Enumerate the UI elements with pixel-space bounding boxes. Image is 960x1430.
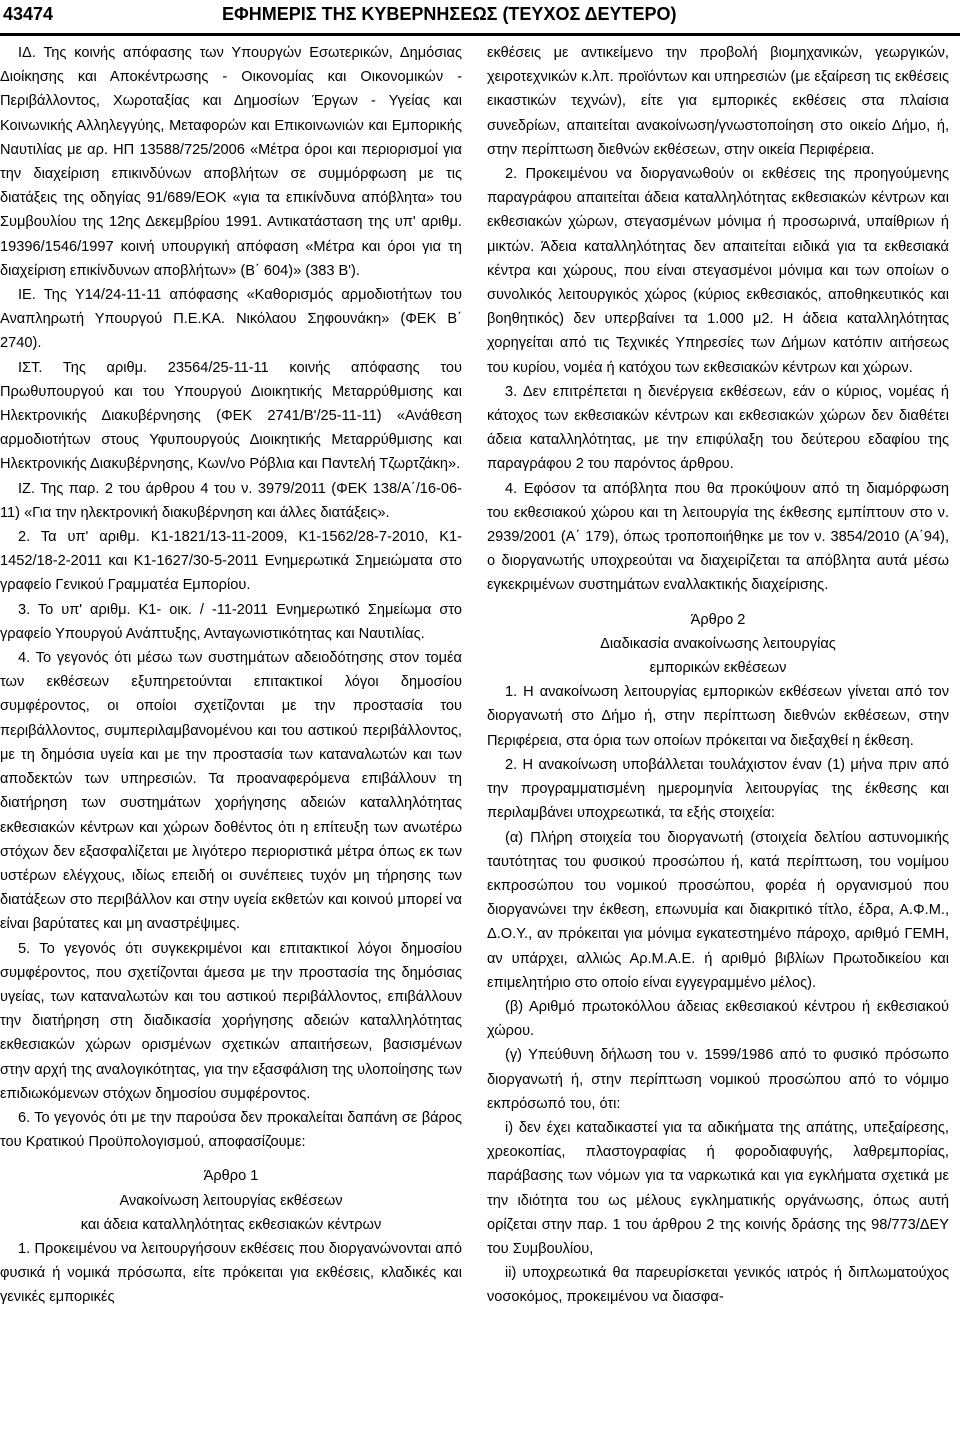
article-1-paragraph-4: 4. Εφόσον τα απόβλητα που θα προκύψουν από τη διαμόρφωση του εκθεσιακού χώρου και τη λειτουργία της έκθεσης εμπίπτουν στο ν. 2939/2001 (Α΄ 179), όπως τροποποιήθηκε με τον ν. 3854/2010 (Α΄94), ο διοργανωτής υποχρεούται να διαχειρίζεται τα απόβλητα αυτά μέσω εγκεκριμένων συστημάτων εναλλακτικής διαχείρισης. — [487, 480, 949, 594]
article-2-item-b: (β) Αριθμό πρωτοκόλλου άδειας εκθεσιακού κέντρου ή εκθεσιακού χώρου. — [487, 998, 949, 1040]
article-2-title: Άρθρο 2 — [690, 611, 746, 628]
page-number: 43474 — [3, 4, 54, 24]
article-2-item-c-i: i) δεν έχει καταδικαστεί για τα αδικήματα της απάτης, υπεξαίρεσης, χρεοκοπίας, πλαστογραφίας ή φοροδιαφυγής, λαθρεμπορίας, παράβασης των νόμων για τα ναρκωτικά και για εγκλήματα σχετικά με την ιδιότητα του ως μέλους εγκληματικής οργάνωσης, όπως αυτή ορίζεται στην παρ. 1 του άρθρου 2 της κοινής δράσης της 98/773/ΔΕΥ του Συμβουλίου, — [487, 1119, 949, 1257]
paragraph-item-4: 4. Το γεγονός ότι μέσω των συστημάτων αδειοδότησης στον τομέα των εκθέσεων εξυπηρετούνται επιτακτικοί λόγοι δημοσίου συμφέροντος, οι οποίοι σχετίζονται με την προστασία του περιβάλλοντος, συμπεριλαμβανομένου και του αστικού περιβάλλοντος, με τη δημόσια υγεία και με την προστασία των καταναλωτών και των αποδεκτών των υπηρεσιών. Τα προαναφερόμενα επιβάλλουν τη διατήρηση των συστημάτων χορήγησης αδειών καταλληλότητας εκθεσιακών κέντρων και χώρων δοθέντος ότι η επίτευξη των ανωτέρω στόχων δεν εξασφαλίζεται με λιγότερο περιοριστικά μέτρα όπως εκ των υστέρων ελέγχους, ιδίως επειδή οι συνέπειες τυχόν μη τήρησης των διατάξεων στο περιβάλλον και στην υγεία εκθετών και κοινού μπορεί να είναι βαρύτατες και μη αναστρέψιμες. — [0, 650, 462, 933]
article-1-heading-line-2: και άδεια καταλληλότητας εκθεσιακών κέντρων — [80, 1216, 382, 1233]
paragraph-preamble-iz: ΙΖ. Της παρ. 2 του άρθρου 4 του ν. 3979/2011 (ΦΕΚ 138/Α΄/16-06-11) «Για την ηλεκτρονική διακυβέρνηση και άλλες διατάξεις». — [0, 480, 462, 521]
article-1-heading-line-1: Ανακοίνωση λειτουργίας εκθέσεων — [119, 1192, 343, 1209]
article-2-paragraph-2: 2. Η ανακοίνωση υποβάλλεται τουλάχιστον έναν (1) μήνα πριν από την προγραμματισμένη ημερομηνία λειτουργίας της έκθεσης και περιλαμβάνει υποχρεωτικά, τα εξής στοιχεία: — [487, 756, 949, 822]
article-2-heading-line-2: εμπορικών εκθέσεων — [649, 660, 787, 677]
paragraph-item-5: 5. Το γεγονός ότι συγκεκριμένοι και επιτακτικοί λόγοι δημοσίου συμφέροντος, που σχετίζονται άμεσα με την προστασία της δημόσιας υγείας, των καταναλωτών και του αστικού περιβάλλοντος, επιβάλλουν την διατήρηση στη διαδικασία χορήγησης αδειών καταλληλότητας εκθεσιακών χώρων ορισμένων σχετικών απαιτήσεων, βασισμένων στην αρχή της αναλογικότητας, για την εξασφάλιση της υλοποίησης των επιδιωκόμενων στόχων δημοσίου συμφέροντος. — [0, 940, 462, 1102]
left-column — [0, 41, 462, 1427]
paragraph-item-3: 3. Το υπ' αριθμ. Κ1- οικ. / -11-2011 Ενημερωτικό Σημείωμα στο γραφείο Υπουργού Ανάπτυξης, Ανταγωνιστικότητας και Ναυτιλίας. — [0, 601, 462, 642]
paragraph-preamble-ist: ΙΣΤ. Της αριθμ. 23564/25-11-11 κοινής απόφασης του Πρωθυπουργού και του Υπουργού Διοικητικής Μεταρρύθμισης και Ηλεκτρονικής Διακυβέρνησης (ΦΕΚ 2741/Β'/25-11-11) «Ανάθεση αρμοδιοτήτων στους Υφυπουργούς Διοικητικής Μεταρρύθμισης και Ηλεκτρονικής Διακυβέρνησης, Κων/νο Ρόβλια και Παντελή Τζωρτζάκη». — [0, 359, 462, 473]
page-header — [0, 0, 960, 34]
article-1-paragraph-1-continued: εκθέσεις με αντικείμενο την προβολή βιομηχανικών, γεωργικών, χειροτεχνικών κ.λπ. προϊόντων και υπηρεσιών (με εξαίρεση τις εκθέσεις εικαστικών τεχνών), είτε για εμπορικές εκθέσεις στα πλαίσια συνεδρίων, απαιτείται ανακοίνωση/γνωστοποίηση στο οικείο Δήμο, ή, στην περίπτωση διεθνών εκθέσεων, στην οικεία Περιφέρεια. — [487, 45, 949, 158]
article-1-paragraph-2: 2. Προκειμένου να διοργανωθούν οι εκθέσεις της προηγούμενης παραγράφου απαιτείται άδεια καταλληλότητας εκθεσιακών κέντρων και εκθεσιακών χώρων, στεγασμένων μόνιμα ή προσωρινά, υπαίθριων ή μικτών. Άδεια καταλληλότητας δεν απαιτείται ειδικά για τα εκθεσιακά κέντρα και χώρους, που είναι στεγασμένοι μόνιμα και των οποίων ο συνολικός λειτουργικός χώρος (κύριος εκθεσιακός, αποθηκευτικός και βοηθητικός) δεν υπερβαίνει τα 1.000 μ2. Η άδεια καταλληλότητας χορηγείται από τις Τεχνικές Υπηρεσίες των Δήμων κατόπιν αιτήσεως του κυρίου, νομέα ή κατόχου των εκθεσιακών κέντρων και χώρων. — [487, 166, 949, 376]
article-1-title: Άρθρο 1 — [203, 1168, 259, 1185]
header-rule — [0, 33, 960, 36]
gazette-title: ΕΦΗΜΕΡΙΣ ΤΗΣ ΚΥΒΕΡΝΗΣΕΩΣ (ΤΕΥΧΟΣ ΔΕΥΤΕΡΟ) — [222, 4, 677, 24]
article-2-paragraph-1: 1. Η ανακοίνωση λειτουργίας εμπορικών εκθέσεων γίνεται από τον διοργανωτή στο Δήμο ή, στην περίπτωση διεθνών εκθέσεων, στην Περιφέρεια, στα όρια των οποίων πρόκειται να διεξαχθεί η έκθεση. — [487, 684, 949, 749]
paragraph-preamble-ie: ΙΕ. Της Υ14/24-11-11 απόφασης «Καθορισμός αρμοδιοτήτων του Αναπληρωτή Υπουργού Π.Ε.ΚΑ. Νικόλαου Σηφουνάκη» (ΦΕΚ Β΄ 2740). — [0, 287, 462, 352]
paragraph-item-2: 2. Τα υπ' αριθμ. Κ1-1821/13-11-2009, Κ1-1562/28-7-2010, Κ1- 1452/18-2-2011 και Κ1-1627/30-5-2011 Ενημερωτικά Σημειώματα στο γραφείο Γενικού Γραμματέα Εμπορίου. — [0, 529, 462, 594]
article-1-paragraph-3: 3. Δεν επιτρέπεται η διενέργεια εκθέσεων, εάν ο κύριος, νομέας ή κάτοχος των εκθεσιακών κέντρων και εκθεσιακών χώρων δεν διαθέτει άδεια καταλληλότητας, με την επιφύλαξη του δεύτερου εδαφίου της παραγράφου 2 του παρόντος άρθρου. — [487, 383, 949, 473]
paragraph-item-6: 6. Το γεγονός ότι με την παρούσα δεν προκαλείται δαπάνη σε βάρος του Κρατικού Προϋπολογισμού, αποφασίζουμε: — [0, 1109, 462, 1151]
article-1-paragraph-1: 1. Προκειμένου να λειτουργήσουν εκθέσεις που διοργανώνονται από φυσικά ή νομικά πρόσωπα, είτε πρόκειται για εκθέσεις, κλαδικές και γενικές εμπορικές — [0, 1240, 462, 1306]
article-2-item-a: (α) Πλήρη στοιχεία του διοργανωτή (στοιχεία δελτίου αστυνομικής ταυτότητας του φυσικού προσώπου ή, κατά περίπτωση, του νομίμου εκπροσώπου του νομικού προσώπου, φορέα ή οργανισμού που διοργανώνει την έκθεση, επωνυμία και διακριτικό τίτλο, έδρα, Α.Φ.Μ., Δ.Ο.Υ., αν πρόκειται για μόνιμα εγκατεστημένο πάροχο, αριθμό ΓΕΜΗ, αν υπάρχει, αλλιώς Αρ.Μ.Α.Ε. ή αριθμό βιβλίων Πρωτοδικείου και επιμελητήριο στο οποίο είναι εγγεγραμμένο μέλος). — [487, 829, 949, 991]
article-2-item-c-ii: ii) υποχρεωτικά θα παρευρίσκεται γενικός ιατρός ή διπλωματούχος νοσοκόμος, προκειμένου να διασφα- — [487, 1265, 949, 1306]
right-column — [487, 41, 949, 1427]
paragraph-preamble-id: ΙΔ. Της κοινής απόφασης των Υπουργών Εσωτερικών, Δημόσιας Διοίκησης και Αποκέντρωσης - Οικονομίας και Οικονομικών - Περιβάλλοντος, Χωροταξίας και Δημοσίων Έργων - Υγείας και Κοινωνικής Αλληλεγγύης, Μεταφορών και Επικοινωνιών και Εμπορικής Ναυτιλίας με αρ. ΗΠ 13588/725/2006 «Μέτρα όροι και περιορισμοί για την διαχείριση επικινδύνων αποβλήτων σε συμμόρφωση με τις διατάξεις της οδηγίας 91/689/ΕΟΚ «για τα επικίνδυνα απόβλητα» του Συμβουλίου της 12ης Δεκεμβρίου 1991. Αντικατάσταση της υπ' αριθμ. 19396/1546/1997 κοινή υπουργική απόφαση «Μέτρα και όροι για τη διαχείριση επικίνδυνων αποβλήτων» (Β΄ 604)» (383 Β'). — [0, 45, 462, 279]
article-2-heading-line-1: Διαδικασία ανακοίνωσης λειτουργίας — [600, 635, 836, 652]
article-2-item-c: (γ) Υπεύθυνη δήλωση του ν. 1599/1986 από το φυσικό πρόσωπο διοργανωτή ή, στην περίπτωση νομικού προσώπου από το νόμιμο εκπρόσωπό του, ότι: — [487, 1047, 949, 1112]
